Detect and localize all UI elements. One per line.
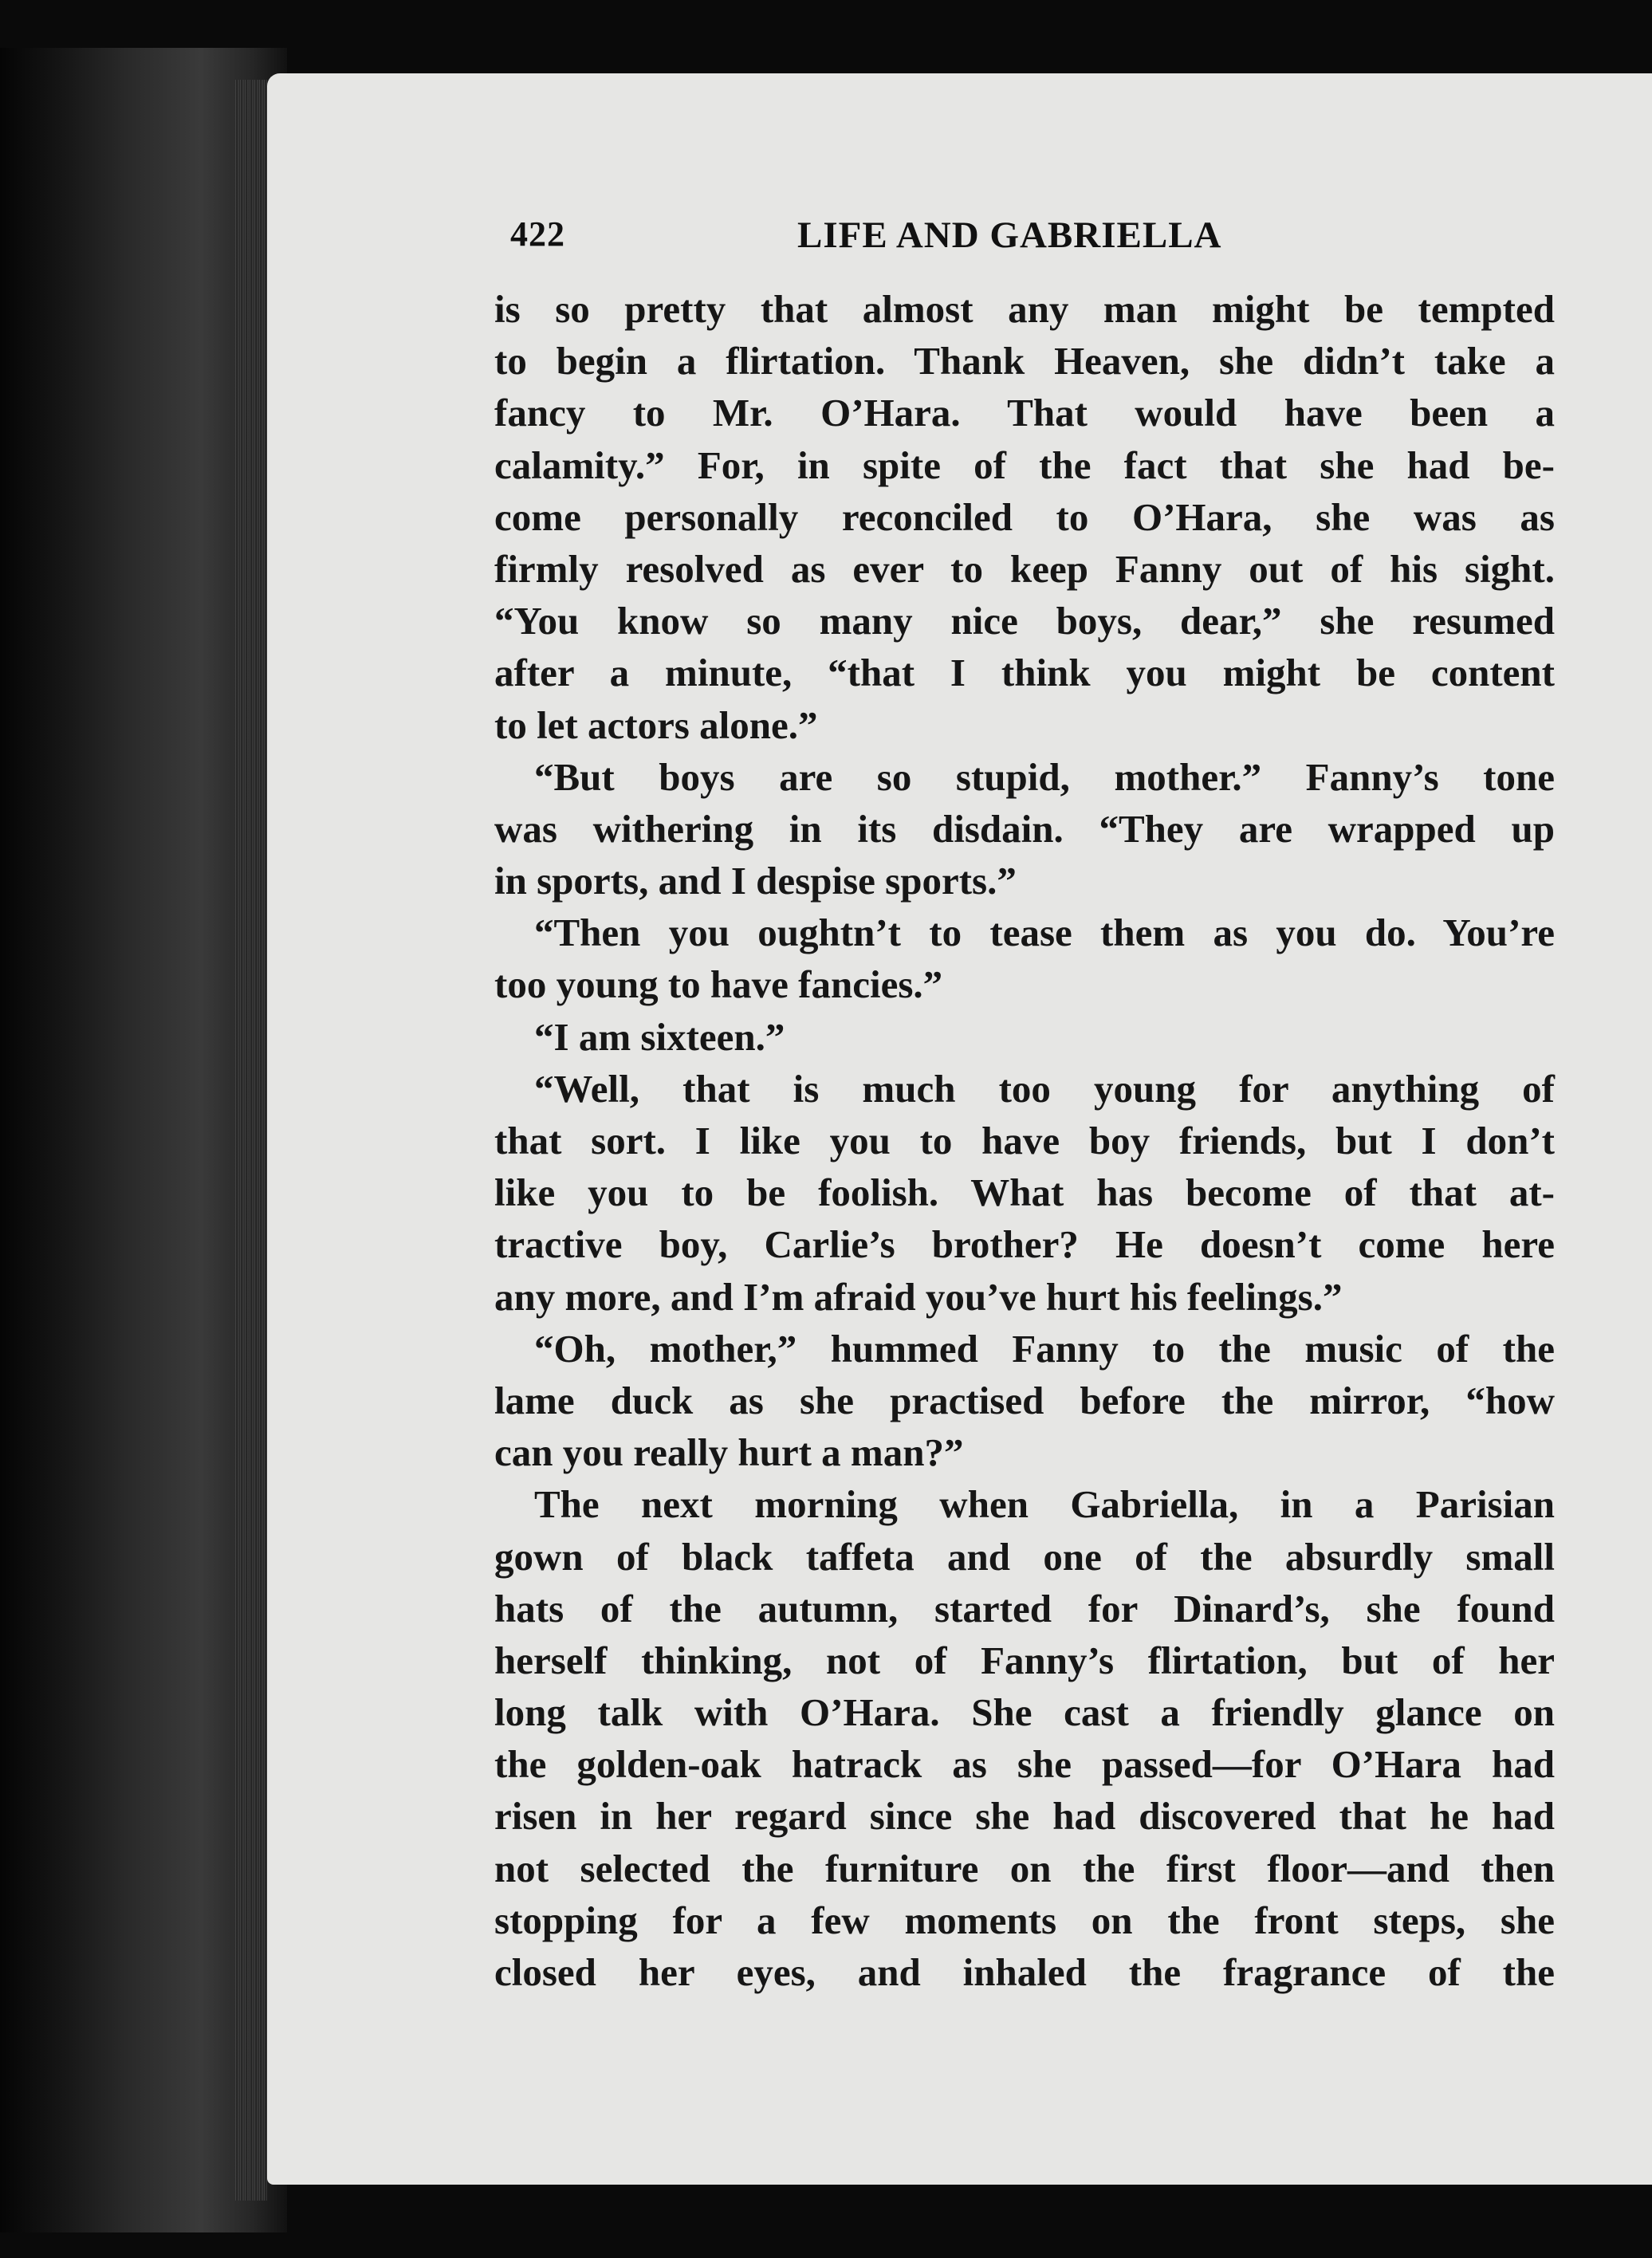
text-line: the golden-oak hatrack as she passed—for O’Hara had [494,1742,1555,1787]
text-line: “Oh, mother,” hummed Fanny to the music of the [534,1326,1555,1371]
text-line: “But boys are so stupid, mother.” Fanny’s tone [534,754,1555,799]
text-line: come personally reconciled to O’Hara, she was as [494,494,1555,539]
text-line: “Then you oughtn’t to tease them as you do. You’re [534,911,1555,955]
text-line: long talk with O’Hara. She cast a friendly glance on [494,1690,1555,1735]
text-line: to begin a flirtation. Thank Heaven, she didn’t take a [494,339,1555,384]
text-line: “I am sixteen.” [534,1014,785,1059]
text-line: stopping for a few moments on the front steps, she [494,1898,1555,1942]
text-line: hats of the autumn, started for Dinard’s, she found [494,1586,1555,1631]
text-line: “You know so many nice boys, dear,” she resumed [494,599,1555,643]
text-line: risen in her regard since she had discovered that he had [494,1794,1555,1839]
text-line: lame duck as she practised before the mirror, “how [494,1378,1555,1422]
text-line: herself thinking, not of Fanny’s flirtation, but of her [494,1638,1555,1682]
text-line: tractive boy, Carlie’s brother? He doesn’t come here [494,1222,1555,1267]
text-line: fancy to Mr. O’Hara. That would have been a [494,391,1555,435]
page-edges [235,80,267,2201]
text-line: firmly resolved as ever to keep Fanny out of his sight. [494,546,1555,591]
text-line: that sort. I like you to have boy friends, but I don’t [494,1119,1555,1162]
text-line: in sports, and I despise sports.” [494,859,1017,903]
text-line: is so pretty that almost any man might be tempted [494,287,1555,331]
text-line: calamity.” For, in spite of the fact that she had be- [494,443,1555,487]
text-line: too young to have fancies.” [494,962,943,1007]
text-line: gown of black taffeta and one of the absurdly small [494,1534,1555,1579]
body-text [494,283,1555,1998]
text-line: closed her eyes, and inhaled the fragrance of the [494,1950,1555,1994]
text-line: not selected the furniture on the first floor—and then [494,1846,1555,1890]
text-line: after a minute, “that I think you might be content [494,651,1555,695]
text-line: The next morning when Gabriella, in a Parisian [534,1482,1555,1527]
page-number: 422 [510,214,565,254]
text-line: to let actors alone.” [494,702,818,747]
page-header [510,214,1555,269]
text-line: “Well, that is much too young for anything of [534,1066,1555,1111]
text-line: was withering in its disdain. “They are wrapped up [494,806,1555,851]
text-line: like you to be foolish. What has become of that at- [494,1170,1555,1215]
text-line: can you really hurt a man?” [494,1430,964,1475]
running-head: LIFE AND GABRIELLA [797,214,1222,256]
text-line: any more, and I’m afraid you’ve hurt his feelings.” [494,1274,1343,1319]
